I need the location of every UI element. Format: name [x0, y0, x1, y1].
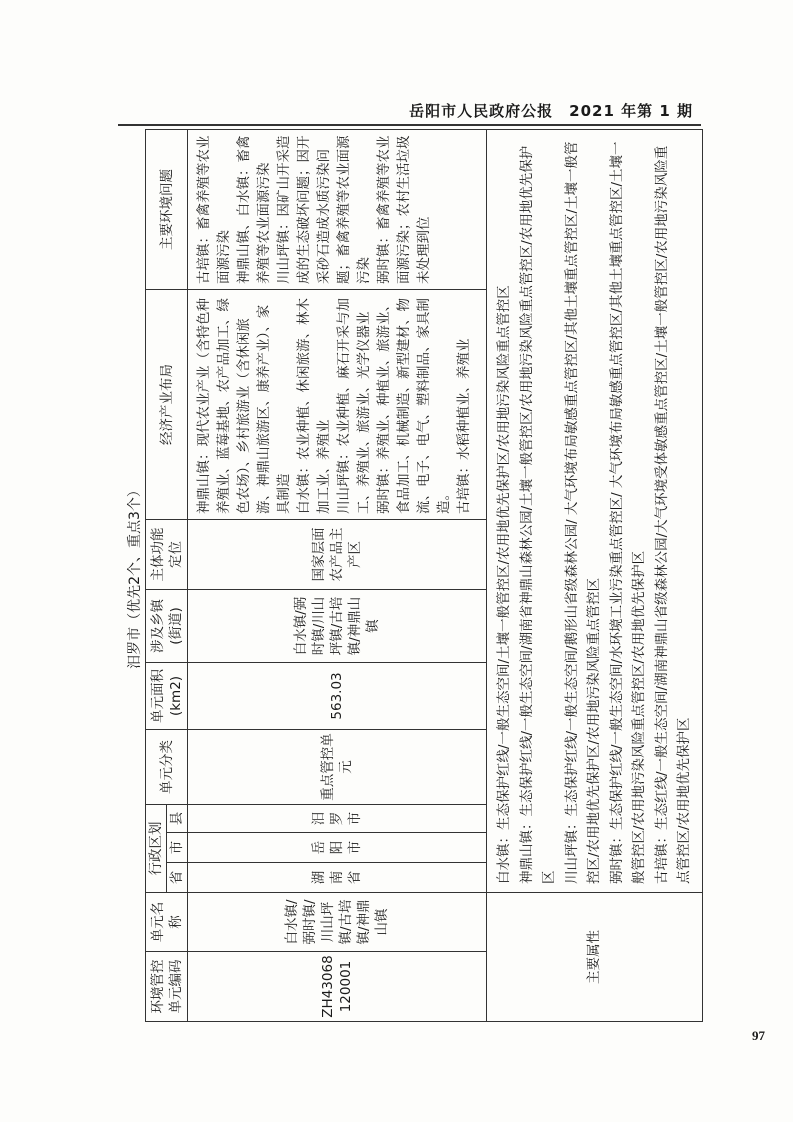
running-header [409, 100, 693, 121]
attribute-item: 神鼎山镇：生态保护红线/一般生态空间/湖南省神鼎山森林公园/土壤一般管控区/农用地污染风险重点管控区/农用地优先保护区 [518, 145, 557, 884]
attributes-row [487, 129, 703, 1021]
header-towns: 涉及乡镇(街道) [146, 589, 188, 662]
attribute-item: 川山坪镇：生态保护红线/一般生态空间/鹅形山省级森林公园/ 大气环境布局敏感重点管控区/其他土壤重点管控区/土壤一般管控区/农用地优先保护区/农用地污染风险重点管控区 [563, 141, 602, 884]
header-city: 市 [167, 833, 188, 863]
attribute-item: 白水镇：生态保护红线/一般生态空间/土壤一般管控区/农用地优先保护区/农用地污染风险重点管控区 [496, 285, 512, 884]
header-code: 环境管控单元编码 [146, 952, 188, 1022]
cell-category: 重点管控单元 [188, 729, 487, 804]
header-problems: 主要环境问题 [146, 129, 188, 289]
economy-item: 弼时镇：养殖业、种植业、旅游业、食品加工、机械制造、新型建材、物流、电子、电气、塑料制品、家具制造。 [376, 297, 452, 514]
header-rule [118, 124, 701, 126]
attributes-label: 主要属性 [487, 893, 703, 1022]
header-row [146, 129, 167, 1021]
header-category: 单元分类 [146, 729, 188, 804]
table-title: 汨罗市（优先2个、重点3个） [127, 483, 143, 669]
economy-item: 川山坪镇：农业种植、麻石开采与加工、养殖业、旅游业、光学仪器业 [336, 297, 372, 514]
header-function: 主体功能定位 [146, 519, 188, 589]
cell-problems [188, 129, 487, 289]
attributes-content [487, 129, 703, 892]
header-province: 省 [167, 863, 188, 893]
publication-name: 岳阳市人民政府公报 [409, 102, 554, 120]
cell-province: 湖南省 [188, 863, 487, 893]
header-name: 单元名称 [146, 893, 188, 952]
cell-function: 国家层面农产品主产区 [188, 519, 487, 589]
economy-item: 白水镇：农业种植、休闲旅游、林木加工业、养殖业 [296, 297, 332, 514]
problem-item: 弼时镇：畜禽养殖等农业面源污染；农村生活垃圾未处理到位 [376, 135, 432, 284]
cell-area: 563.03 [188, 662, 487, 729]
page-number: 97 [752, 1028, 765, 1043]
cell-code: ZH43068120001 [188, 952, 487, 1022]
cell-city: 岳阳市 [188, 833, 487, 863]
header-area: 单元面积(km2) [146, 662, 188, 729]
issue-number: 2021 年第 1 期 [569, 102, 693, 120]
economy-item: 古培镇：水稻种植业、养殖业 [456, 338, 472, 514]
attribute-item: 弼时镇：生态保护红线/一般生态空间/水环境工业污染重点管控区/ 大气环境布局敏感重点管控区/其他土壤重点管控区/土壤一般管控区/农用地污染风险重点管控区/农用地优先保护区 [608, 141, 647, 884]
header-county: 县 [167, 804, 188, 832]
economy-item: 神鼎山镇：现代农业产业（含特色种养殖业、蓝莓基地、农产品加工、绿色农场）、乡村旅游业（含休闲旅游、神鼎山旅游区、康养产业）、家具制造 [196, 297, 292, 514]
rotated-table-container [125, 130, 692, 1022]
cell-economy [188, 289, 487, 519]
attribute-item: 古培镇：生态红线/一般生态空间/湖南神鼎山省级森林公园/大气环境受体敏感重点管控区/土壤一般管控区/农用地污染风险重点管控区/农用地优先保护区 [653, 145, 692, 884]
cell-county: 汨罗市 [188, 804, 487, 832]
table-row [188, 129, 487, 1021]
problem-item: 神鼎山镇、白水镇：畜禽养殖等农业面源污染 [236, 135, 272, 284]
header-admin: 行政区划 [146, 804, 167, 892]
problem-item: 川山坪镇：因矿山开采造成的生态破坏问题；因开采砂石造成水质污染问题；畜禽养殖等农业面源污染 [276, 135, 372, 284]
header-economy: 经济产业布局 [146, 289, 188, 519]
control-unit-table [145, 129, 703, 1022]
cell-towns: 白水镇/弼时镇/川山坪镇/古培镇/神鼎山镇 [188, 589, 487, 662]
cell-name: 白水镇/弼时镇/川山坪镇/古培镇/神鼎山镇 [188, 893, 487, 952]
problem-item: 古培镇：畜禽养殖等农业面源污染 [196, 135, 232, 284]
